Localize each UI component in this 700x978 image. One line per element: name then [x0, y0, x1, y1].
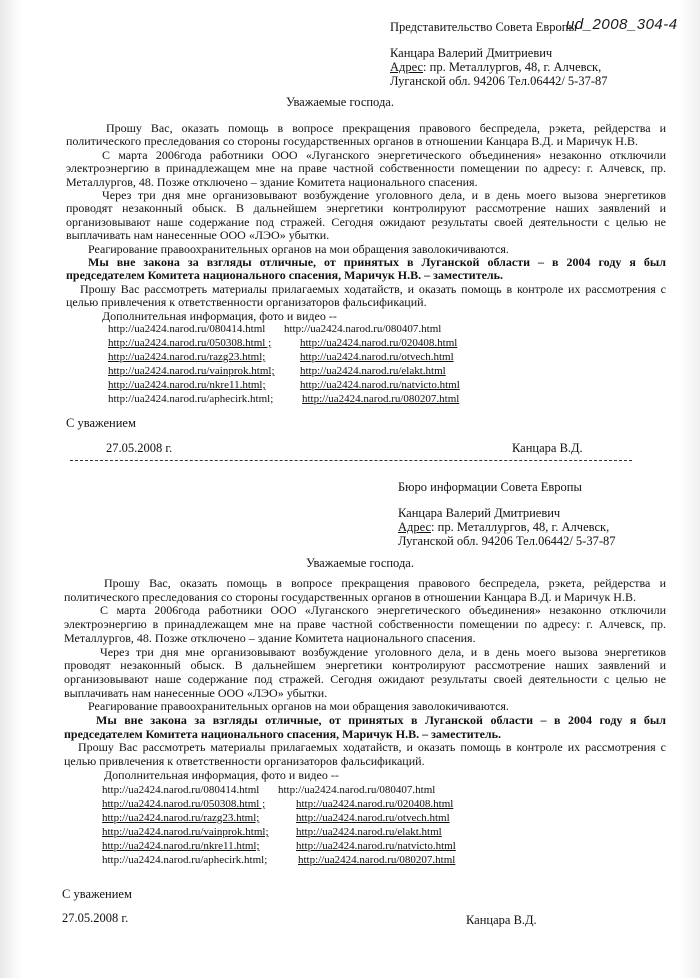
paragraph: Прошу Вас, оказать помощь в вопросе прекращения правового беспредела, рэкета, рейдерства и политического преследования со стороны государственных органов в отношении Канцара В.Д. и Маричук Н.В.: [66, 121, 666, 149]
link[interactable]: http://ua2424.narod.ru/otvech.html: [296, 812, 450, 824]
document-stamp: ud_2008_304-4: [566, 16, 678, 33]
regards: С уважением: [62, 887, 132, 901]
signature: Канцара В.Д.: [466, 913, 537, 927]
letter-1-header: [390, 20, 608, 88]
link-row: [102, 811, 482, 825]
link[interactable]: http://ua2424.narod.ru/natvicto.html: [300, 379, 460, 391]
link[interactable]: http://ua2424.narod.ru/aphecirk.html;: [102, 854, 268, 866]
link-row: [108, 336, 488, 350]
sender-address: [398, 520, 616, 534]
date: 27.05.2008 г.: [106, 441, 173, 455]
link[interactable]: http://ua2424.narod.ru/080407.html: [284, 323, 442, 335]
cut-line-divider: [70, 460, 632, 461]
paragraph: С марта 2006года работники ООО «Луганского энергетического объединения» незаконно отключили электроэнергию в принадлежащем мне на праве частной собственности помещении по адресу: г. Алчевск, пр. Металлургов, 48. Позже отключено – здание Комитета национального спасения.: [64, 603, 666, 645]
link-row: [102, 839, 482, 853]
sender-name: Канцара Валерий Дмитриевич: [398, 506, 561, 520]
paragraph: Реагирование правоохранительных органов на мои обращения заволокичиваются.: [88, 241, 509, 256]
link-row: [102, 783, 482, 797]
salutation: Уважаемые господа.: [306, 556, 414, 570]
letter-2-links: [102, 783, 482, 867]
paragraph: Через три дня мне организовывают возбуждение уголовного дела, и в день моего вызова энергетиков проводят незаконный обыск. В дальнейшем энергетики контролируют рассмотрение наших заявлений и организовывают наше содержание под стражей. Сегодня ожидают результаты своей деятельности с целью не выплачивать нам нанесенные ООО «ЛЭО» убытки.: [66, 188, 666, 243]
link-row: [102, 797, 482, 811]
link[interactable]: http://ua2424.narod.ru/vainprok.html;: [102, 826, 269, 838]
date: 27.05.2008 г.: [62, 911, 129, 925]
link[interactable]: http://ua2424.narod.ru/otvech.html: [300, 351, 454, 363]
letter-1-body: [66, 122, 666, 323]
link-row: [108, 378, 488, 392]
paragraph: Реагирование правоохранительных органов на мои обращения заволокичиваются.: [88, 699, 509, 714]
link[interactable]: http://ua2424.narod.ru/nkre11.html;: [108, 379, 266, 391]
link[interactable]: http://ua2424.narod.ru/020408.html: [296, 798, 454, 810]
link[interactable]: http://ua2424.narod.ru/natvicto.html: [296, 840, 456, 852]
address-label: Адрес: [398, 520, 432, 534]
recipient: Представительство Совета Европы: [390, 20, 577, 34]
address-label: Адрес: [390, 60, 424, 74]
letter-2-body: [64, 577, 666, 783]
link[interactable]: http://ua2424.narod.ru/elakt.html: [296, 826, 442, 838]
link-row: [108, 350, 488, 364]
request-paragraph: Прошу Вас рассмотреть материалы прилагаемых ходатайств, и оказать помощь в контроле их рассмотрения с целью привлечения к ответственности организаторов фальсификаций.: [66, 281, 666, 310]
link[interactable]: http://ua2424.narod.ru/080407.html: [278, 784, 436, 796]
link[interactable]: http://ua2424.narod.ru/razg23.html;: [108, 351, 266, 363]
letter-1-links: [108, 322, 488, 406]
link[interactable]: http://ua2424.narod.ru/aphecirk.html;: [108, 393, 274, 405]
recipient: Бюро информации Совета Европы: [398, 480, 582, 494]
sender-name: Канцара Валерий Дмитриевич: [390, 46, 553, 60]
salutation: Уважаемые господа.: [286, 95, 394, 109]
link[interactable]: http://ua2424.narod.ru/080414.html: [108, 323, 266, 335]
link[interactable]: http://ua2424.narod.ru/elakt.html: [300, 365, 446, 377]
link-row: [108, 364, 488, 378]
request-paragraph: Прошу Вас рассмотреть материалы прилагаемых ходатайств, и оказать помощь в контроле их рассмотрения с целью привлечения к ответственности организаторов фальсификаций.: [64, 740, 666, 769]
link[interactable]: http://ua2424.narod.ru/080207.html: [298, 854, 456, 866]
regards: С уважением: [66, 416, 136, 430]
link-row: [108, 322, 488, 336]
paragraph: Прошу Вас, оказать помощь в вопросе прекращения правового беспредела, рэкета, рейдерства и политического преследования со стороны государственных органов в отношении Канцара В.Д. и Маричук Н.В.: [64, 576, 666, 604]
link[interactable]: http://ua2424.narod.ru/nkre11.html;: [102, 840, 260, 852]
link[interactable]: http://ua2424.narod.ru/razg23.html;: [102, 812, 260, 824]
paragraph: С марта 2006года работники ООО «Луганского энергетического объединения» незаконно отключили электроэнергию в принадлежащем мне на праве частной собственности помещении по адресу: г. Алчевск, пр. Металлургов, 48. Позже отключено – здание Комитета национального спасения.: [66, 147, 666, 189]
link-row: [108, 392, 488, 406]
sender-address-line2: Луганской обл. 94206 Тел.06442/ 5-37-87: [390, 74, 608, 88]
address-text: : пр. Металлургов, 48, г. Алчевск,: [431, 520, 610, 534]
signature: Канцара В.Д.: [512, 441, 583, 455]
link-row: [102, 853, 482, 867]
link[interactable]: http://ua2424.narod.ru/vainprok.html;: [108, 365, 275, 377]
link[interactable]: http://ua2424.narod.ru/080207.html: [302, 393, 460, 405]
sender-address-line2: Луганской обл. 94206 Тел.06442/ 5-37-87: [398, 534, 616, 548]
bold-paragraph: Мы вне закона за взгляды отличные, от принятых в Луганской области – в 2004 году я был председателем Комитета национального спасения, Маричук Н.В. – заместитель.: [64, 713, 666, 741]
link[interactable]: http://ua2424.narod.ru/050308.html ;: [102, 798, 266, 810]
letter-2-header: [398, 480, 616, 548]
link-row: [102, 825, 482, 839]
link[interactable]: http://ua2424.narod.ru/020408.html: [300, 337, 458, 349]
sender-address: [390, 60, 608, 74]
link[interactable]: http://ua2424.narod.ru/050308.html ;: [108, 337, 272, 349]
more-info-line: Дополнительная информация, фото и видео --: [104, 767, 339, 782]
paragraph: Через три дня мне организовывают возбуждение уголовного дела, и в день моего вызова энергетиков проводят незаконный обыск. В дальнейшем энергетики контролируют рассмотрение наших заявлений и организовывают наше содержание под стражей. Сегодня ожидают результаты своей деятельности с целью не выплачивать нам нанесенные ООО «ЛЭО» убытки.: [64, 644, 666, 700]
bold-paragraph: Мы вне закона за взгляды отличные, от принятых в Луганской области – в 2004 году я был председателем Комитета национального спасения, Маричук Н.В. – заместитель.: [66, 255, 666, 283]
link[interactable]: http://ua2424.narod.ru/080414.html: [102, 784, 260, 796]
address-text: : пр. Металлургов, 48, г. Алчевск,: [423, 60, 602, 74]
more-info-line: Дополнительная информация, фото и видео --: [102, 308, 337, 323]
